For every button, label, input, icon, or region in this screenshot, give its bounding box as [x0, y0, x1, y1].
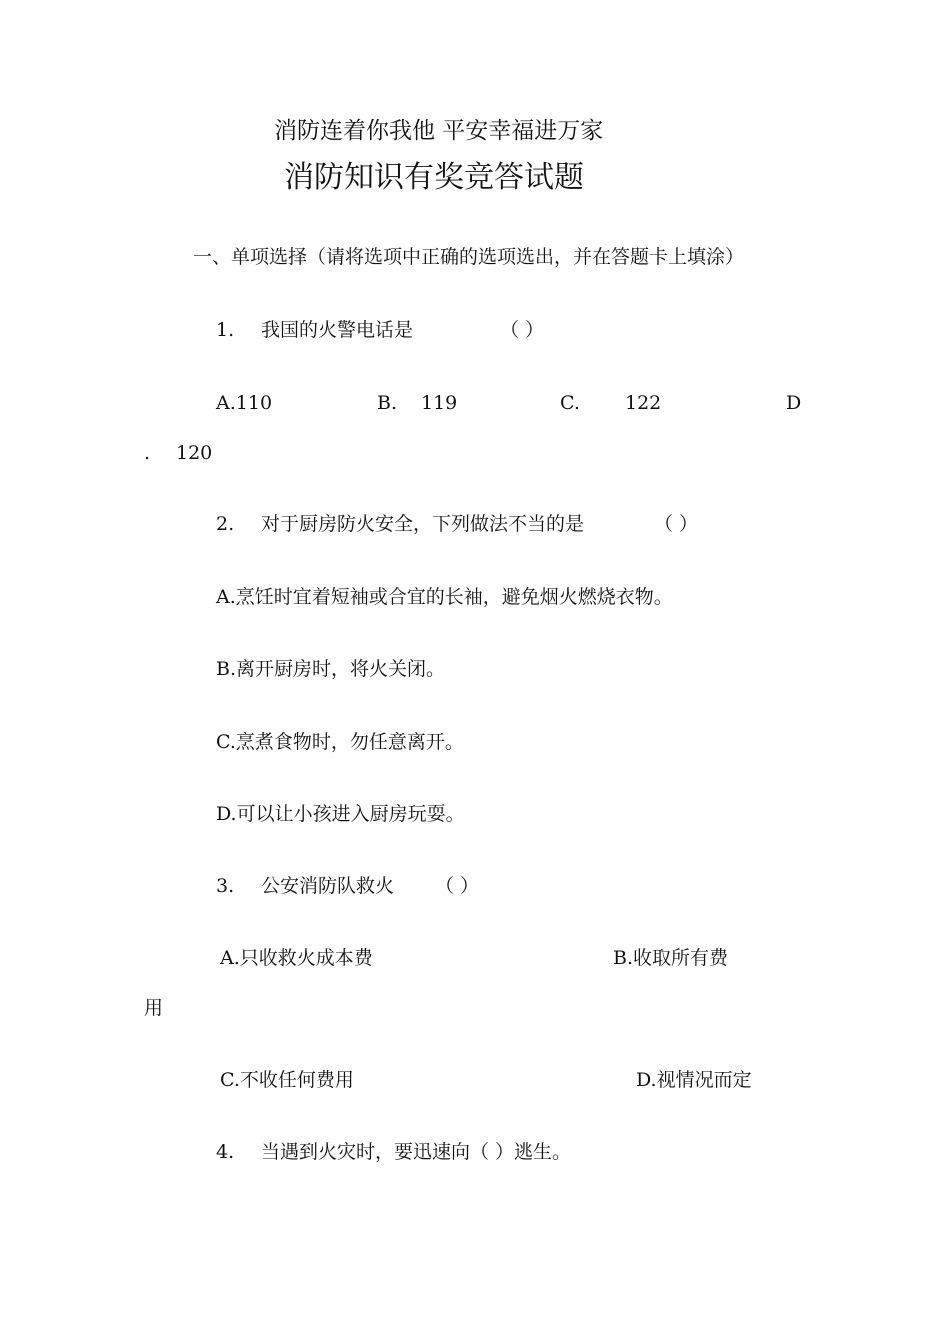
- option-a: A.只收救火成本费: [220, 947, 373, 969]
- option-b-letter: B.: [377, 392, 398, 414]
- option-b-value: 119: [421, 392, 458, 414]
- option-c: C.不收任何费用: [220, 1069, 354, 1091]
- question-text: 当遇到火灾时，要迅速向（ ）逃生。: [261, 1141, 572, 1163]
- option-d-letter: D: [786, 392, 802, 414]
- option-b: B.收取所有费: [613, 947, 729, 969]
- option-c-value: 122: [625, 392, 662, 414]
- question-number: 4.: [216, 1141, 235, 1163]
- document-title: 消防知识有奖竞答试题: [284, 160, 584, 195]
- option-d: D.视情况而定: [636, 1069, 752, 1091]
- option-b: B.离开厨房时，将火关闭。: [216, 658, 446, 680]
- question-number: 1.: [216, 319, 235, 341]
- option-a: A.110: [216, 392, 273, 414]
- option-d-value: 120: [176, 442, 213, 464]
- answer-blank: （ ）: [435, 875, 480, 897]
- question-text: 公安消防队救火: [261, 875, 395, 897]
- section-heading: 一、单项选择（请将选项中正确的选项选出，并在答题卡上填涂）: [193, 246, 745, 268]
- document-subtitle: 消防连着你我他 平安幸福进万家: [274, 118, 604, 144]
- option-b-continued: 用: [144, 997, 164, 1019]
- answer-blank: （ ）: [654, 513, 699, 535]
- answer-blank: （ ）: [500, 319, 545, 341]
- option-c: C.烹煮食物时，勿任意离开。: [216, 731, 464, 753]
- option-a: A.烹饪时宜着短袖或合宜的长袖，避免烟火燃烧衣物。: [216, 586, 673, 608]
- question-text: 我国的火警电话是: [261, 319, 414, 341]
- question-text: 对于厨房防火安全，下列做法不当的是: [261, 513, 585, 535]
- question-number: 2.: [216, 513, 235, 535]
- option-d-dot: .: [144, 442, 151, 464]
- option-c-letter: C.: [560, 392, 580, 414]
- option-d: D.可以让小孩进入厨房玩耍。: [216, 803, 465, 825]
- question-number: 3.: [216, 875, 235, 897]
